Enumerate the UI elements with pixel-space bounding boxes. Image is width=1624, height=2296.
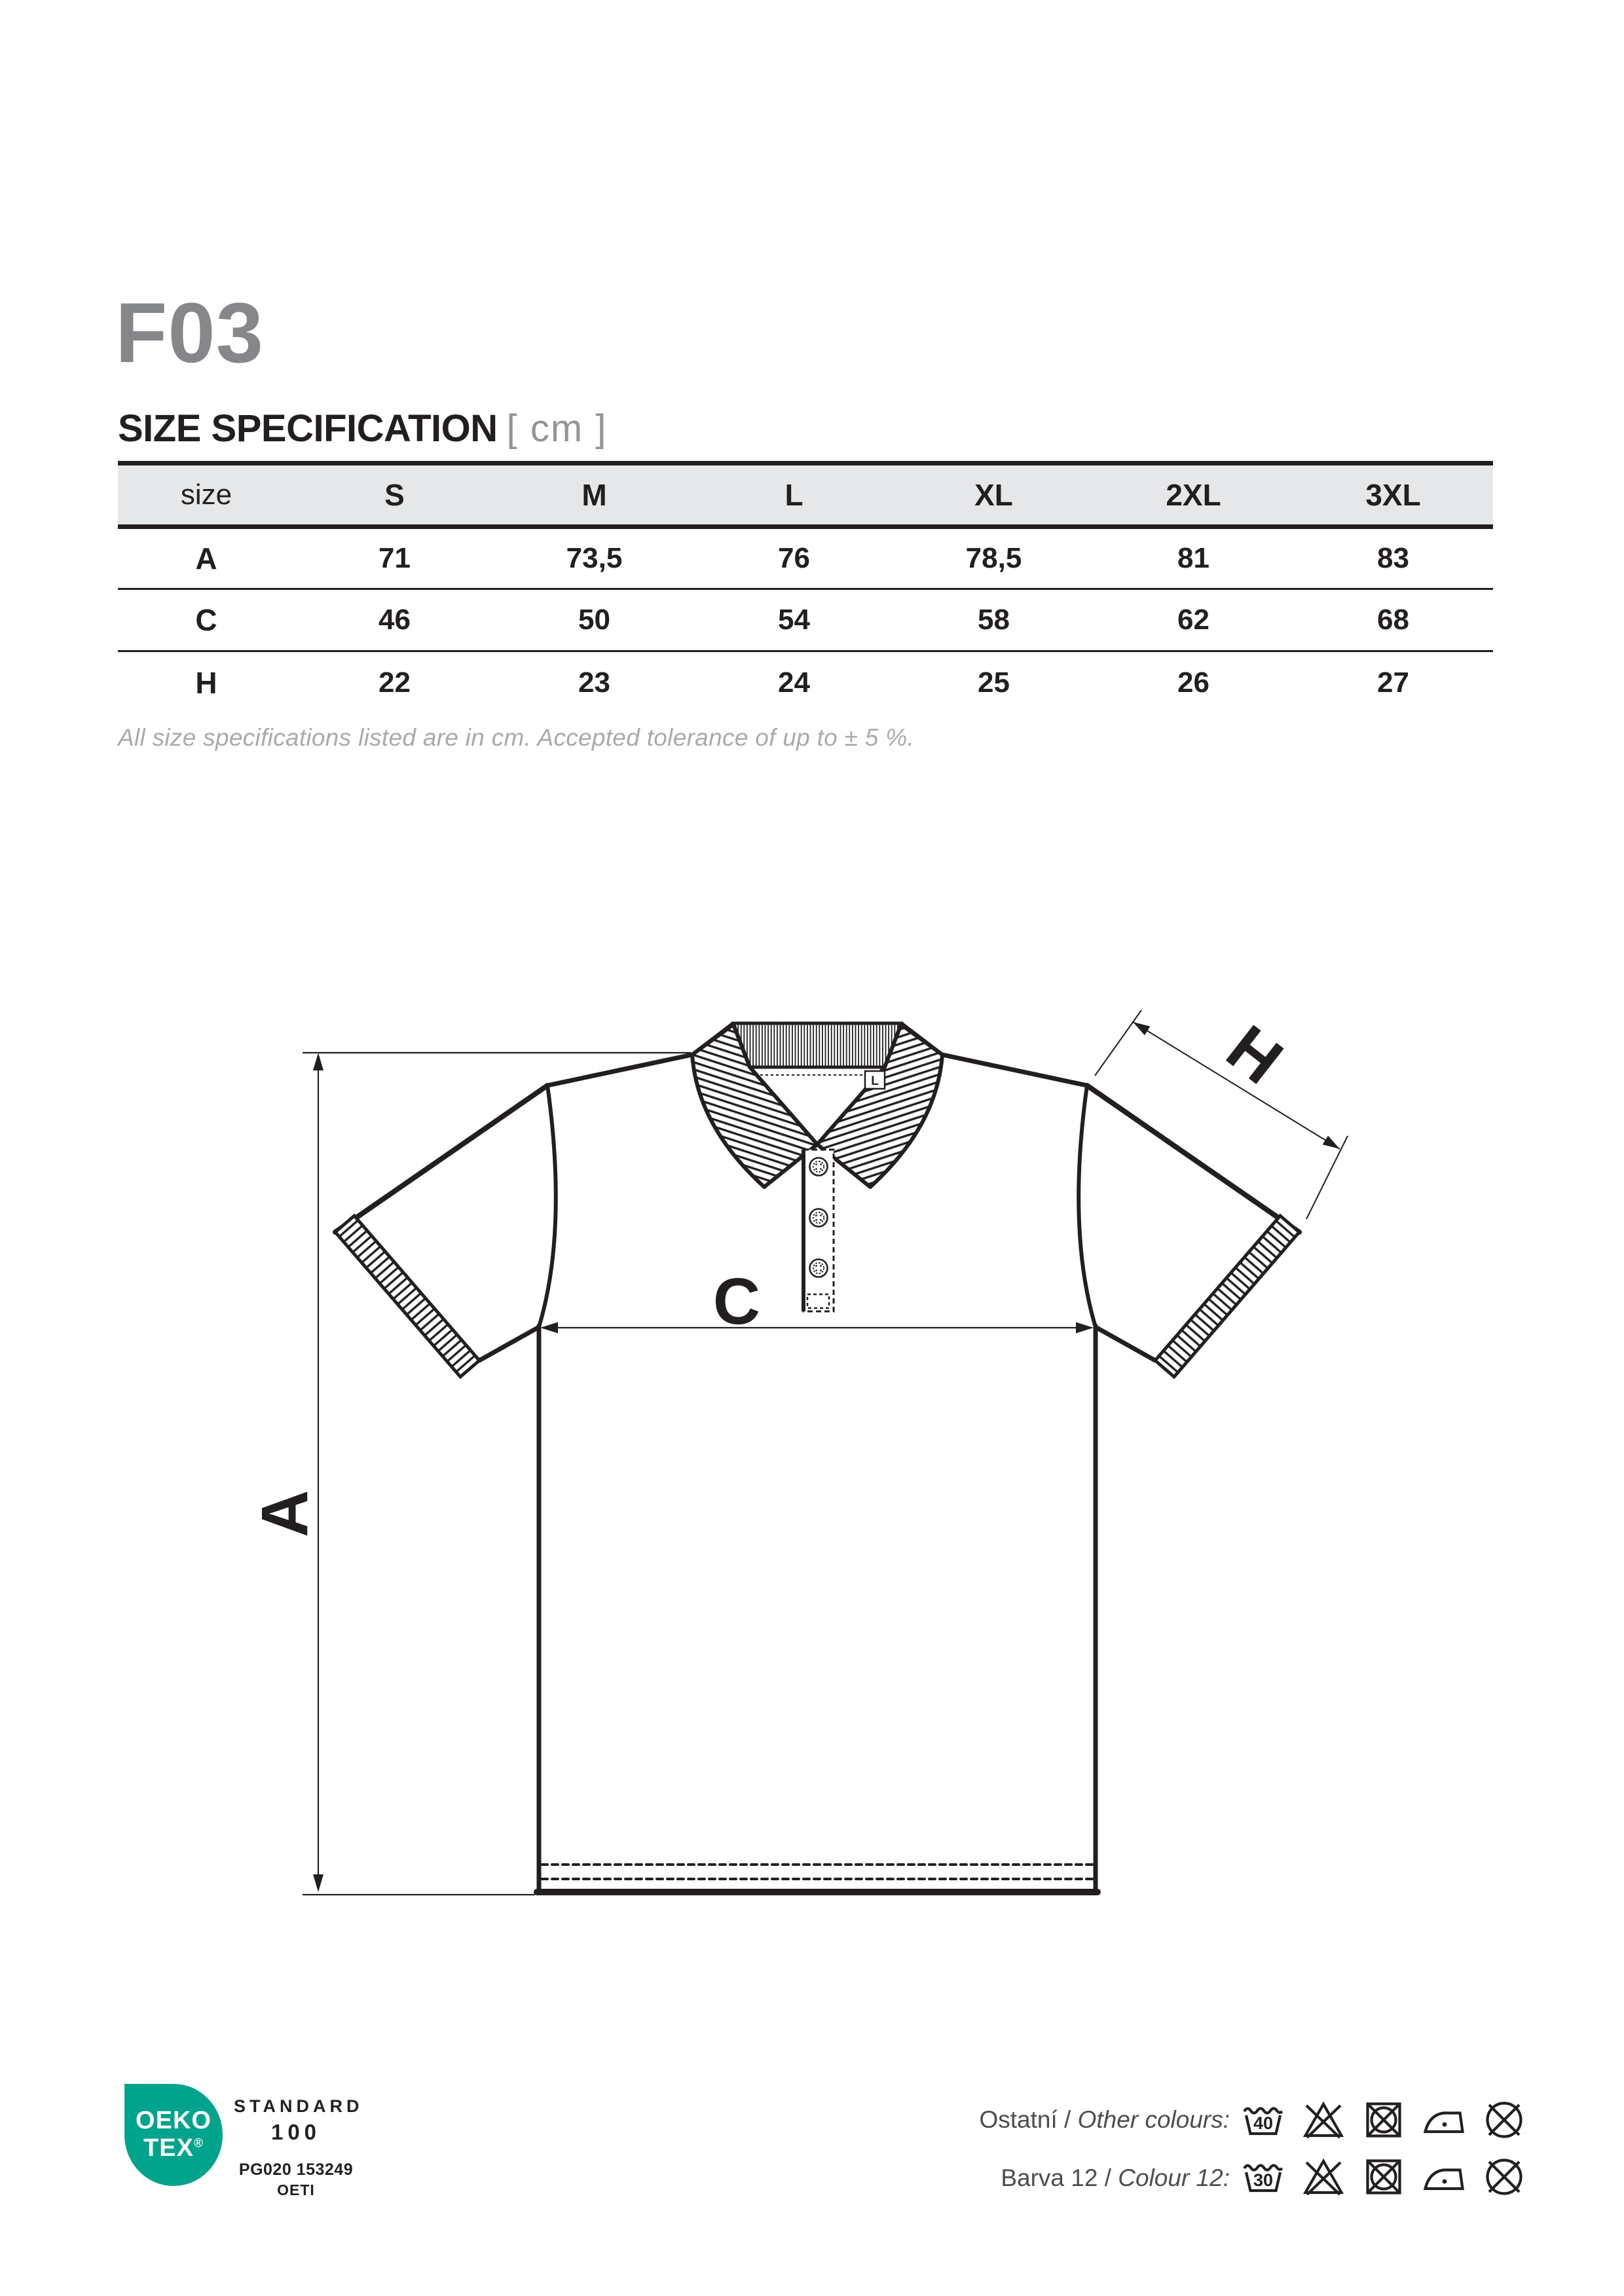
sleeve-outer-right [1087,1085,1299,1232]
wash-temp-icon [1242,2155,1285,2198]
iron-low-icon [1422,2098,1466,2141]
armhole-left [539,1085,556,1327]
oeko-tex-text-block [234,2096,363,2199]
collar-band [733,1023,901,1067]
care-label-en: Other colours: [1077,2106,1230,2133]
dimension-a [303,1053,691,1895]
cell-c-l: 54 [694,589,894,651]
underarm-right [1096,1327,1155,1360]
section-heading-text: SIZE SPECIFICATION [118,407,498,450]
cell-c-3xl: 68 [1293,589,1493,651]
tolerance-note: All size specifications listed are in cm. Accepted tolerance of up to ± 5 %. [118,724,915,751]
table-row-c [118,589,1493,651]
care-row-label-colour-12 [706,2164,1230,2193]
table-row-a [118,527,1493,589]
dim-h-label: H [1213,1011,1296,1099]
do-not-tumble-dry-icon [1362,2155,1405,2198]
cell-a-s: 71 [295,527,494,589]
row-label-h: H [195,665,217,700]
underarm-left [479,1327,539,1360]
table-header-size: size [118,464,295,527]
dim-h-arrow-top [1133,1022,1150,1035]
armhole-right [1079,1085,1096,1327]
cuff-left [335,1216,479,1377]
cell-a-3xl: 83 [1293,527,1493,589]
care-label-en: Colour 12: [1118,2164,1230,2191]
svg-text:40: 40 [1253,2113,1274,2133]
dim-a-arrow-bottom [313,1874,323,1892]
table-header-row [118,464,1493,527]
do-not-bleach-icon [1302,2098,1345,2141]
wash-temp-icon [1242,2098,1285,2141]
care-symbols-colour-12 [1242,2155,1526,2198]
table-row-h [118,651,1493,714]
row-label-c: C [118,589,295,651]
dim-c-label: C [712,1265,761,1338]
table-header-3xl: 3XL [1293,464,1493,527]
cell-h-s: 22 [378,666,411,699]
oeko-tex-line2: TEX® [143,2134,204,2162]
cell-c-xl: 58 [894,589,1094,651]
oeko-institute: OETI [277,2181,315,2198]
table-header-xl: XL [894,464,1094,527]
dim-a-label: A [248,1489,322,1538]
cell-a-l: 76 [694,527,894,589]
oeko-certificate-code: PG020 153249 [238,2160,354,2179]
do-not-bleach-icon [1302,2155,1345,2198]
dim-h-arrow-bottom [1323,1136,1340,1149]
shoulder-seam-left [547,1055,692,1085]
dim-a-arrow-top [313,1053,323,1070]
button [810,1209,828,1227]
cell-h-2xl: 26 [1177,666,1209,699]
care-label-separator: / [1098,2164,1118,2191]
do-not-tumble-dry-icon [1362,2098,1405,2141]
section-heading [118,407,608,450]
button [810,1260,828,1277]
cell-c-m: 50 [494,589,694,651]
size-specification-table [118,461,1493,714]
registered-mark: ® [193,2136,204,2151]
sleeve-outer-left [335,1085,547,1232]
table-header-l: L [694,464,894,527]
cell-a-xl: 78,5 [894,527,1094,589]
unit-label: [ cm ] [506,407,608,450]
page-title: F03 [115,285,265,380]
shoulder-seam-right [942,1055,1087,1085]
do-not-dry-clean-icon [1483,2098,1526,2141]
button [810,1158,828,1176]
table-header-m: M [494,464,694,527]
polo-shirt-technical-drawing [246,949,1392,1905]
cell-a-m: 73,5 [494,527,694,589]
care-symbols-other-colours [1242,2098,1526,2141]
care-label-separator: / [1057,2106,1078,2133]
cell-c-2xl: 62 [1094,589,1293,651]
oeko-standard-label: STANDARD [234,2096,363,2116]
dim-h-extension-top [1095,1010,1141,1076]
cell-h-3xl: 27 [1377,666,1409,699]
oeko-tex-logo [124,2084,223,2186]
cuff-right [1155,1216,1299,1377]
dim-h-extension-bottom [1306,1136,1348,1219]
care-label-cs: Ostatní [979,2106,1058,2133]
size-table-container [118,461,1493,714]
care-label-cs: Barva 12 [1001,2164,1098,2191]
cell-a-2xl: 81 [1094,527,1293,589]
row-label-a: A [118,527,295,589]
cell-h-xl: 25 [978,666,1010,699]
cell-h-m: 23 [578,666,610,699]
size-tag-letter: L [871,1074,879,1088]
cell-h-l: 24 [778,666,810,699]
care-row-label-other-colours [706,2105,1230,2134]
dim-c-arrow-left [540,1322,558,1334]
cell-c-s: 46 [295,589,494,651]
oeko-tex-line1: OEKO [136,2107,212,2135]
do-not-dry-clean-icon [1483,2155,1526,2198]
iron-low-icon [1422,2155,1466,2198]
svg-text:30: 30 [1253,2170,1274,2190]
table-header-s: S [295,464,494,527]
table-header-2xl: 2XL [1094,464,1293,527]
dim-c-arrow-right [1076,1322,1094,1334]
oeko-standard-number: 100 [270,2120,322,2144]
